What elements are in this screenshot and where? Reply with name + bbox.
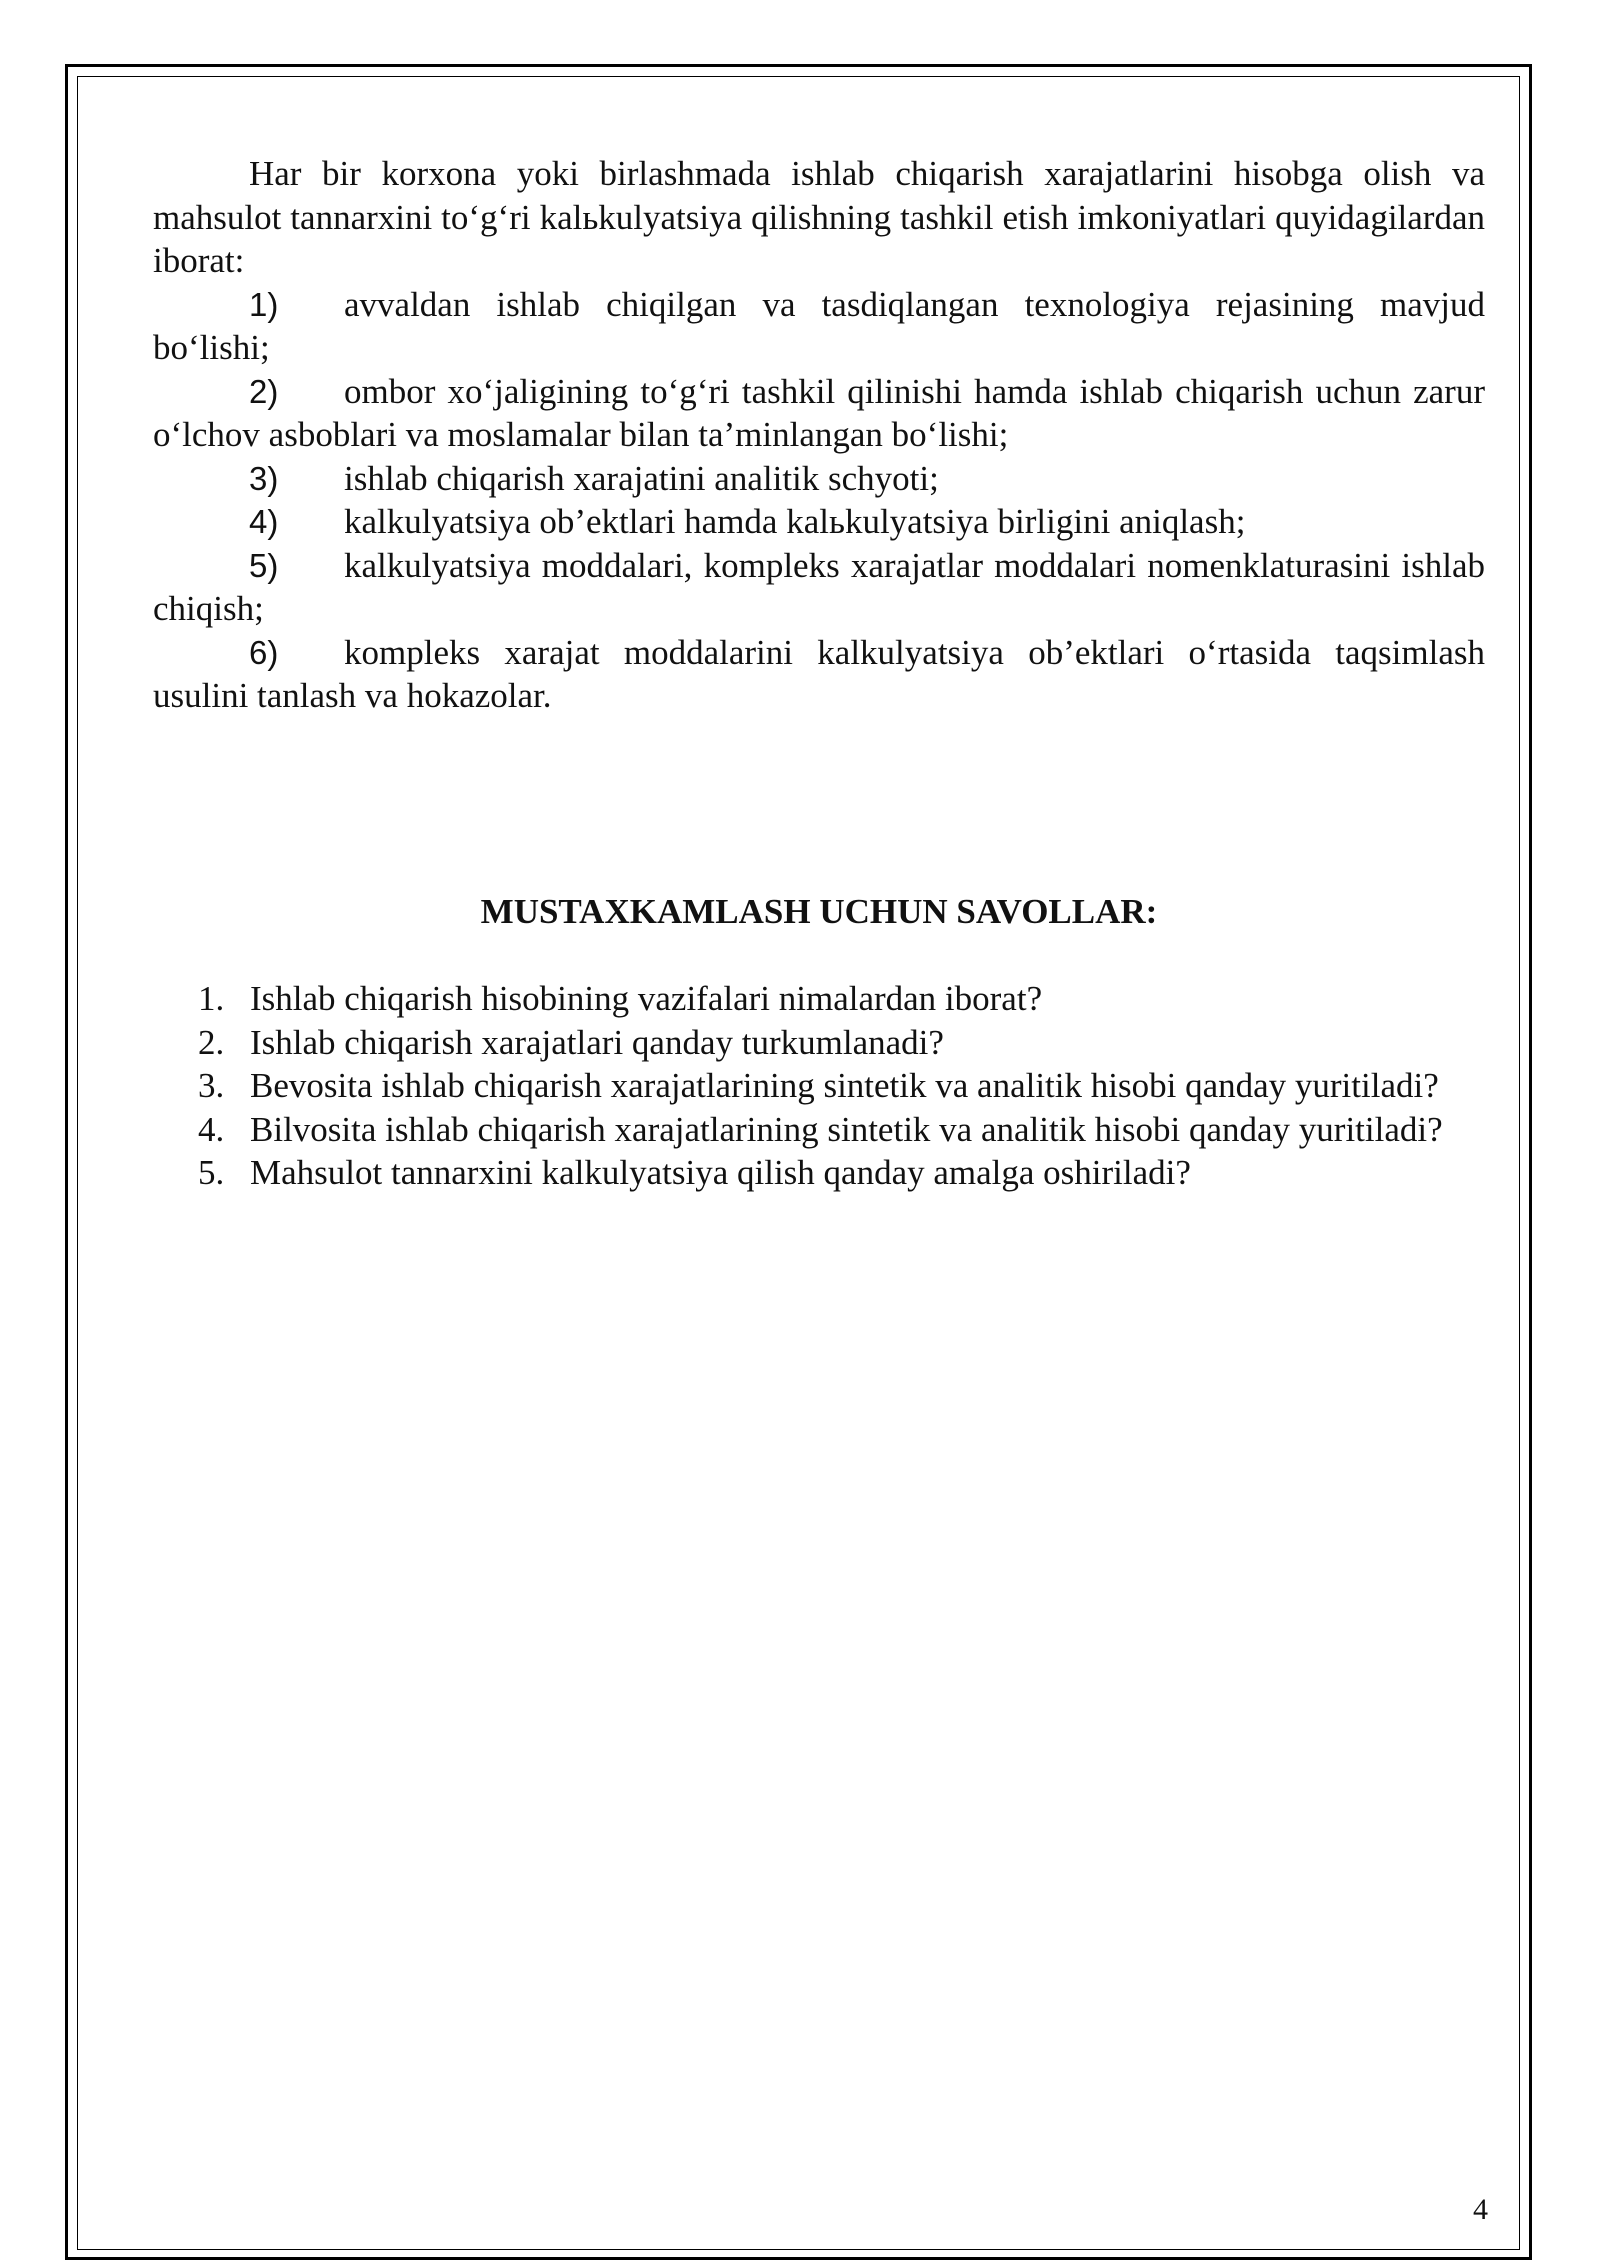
questions-list bbox=[153, 977, 1485, 1195]
list-item-text: ishlab chiqarish xarajatini analitik schyoti; bbox=[344, 458, 939, 498]
list-item-text: kompleks xarajat moddalarini kalkulyatsiya ob’ektlari o‘rtasida taqsimlash usulini tanlash va hokazolar. bbox=[153, 632, 1485, 715]
list-item-text: kalkulyatsiya ob’ektlari hamda kalьkulyatsiya birligini aniqlash; bbox=[344, 502, 1246, 541]
question-number: 3. bbox=[198, 1066, 225, 1105]
question-item bbox=[153, 1064, 1485, 1108]
list-item-number: 3) bbox=[249, 459, 279, 497]
question-number: 2. bbox=[198, 1022, 225, 1062]
list-item bbox=[153, 457, 1485, 501]
list-item-text: kalkulyatsiya moddalari, kompleks xarajatlar moddalari nomenklaturasini ishlab chiqish; bbox=[153, 545, 1485, 628]
intro-paragraph: Har bir korxona yoki birlashmada ishlab chiqarish xarajatlarini hisobga olish va mahsulot tannarxini to‘g‘ri kalьkulyatsiya qilishning tashkil etish imkoniyatlari quyidagilardan iborat: bbox=[153, 154, 1485, 280]
question-number: 1. bbox=[198, 979, 225, 1018]
question-text: Bilvosita ishlab chiqarish xarajatlarining sintetik va analitik hisobi qanday yuritiladi? bbox=[250, 1109, 1443, 1149]
question-item bbox=[153, 1108, 1485, 1152]
list-item bbox=[153, 283, 1485, 370]
list-item bbox=[153, 500, 1485, 544]
question-item bbox=[153, 977, 1485, 1021]
question-text: Mahsulot tannarxini kalkulyatsiya qilish qanday amalga oshiriladi? bbox=[250, 1153, 1191, 1192]
list-item-text: ombor xo‘jaligining to‘g‘ri tashkil qilinishi hamda ishlab chiqarish uchun zarur o‘lchov asboblari va moslamalar bilan ta’minlangan bo‘lishi; bbox=[153, 371, 1485, 454]
list-item-number: 1) bbox=[249, 285, 279, 323]
list-item bbox=[153, 370, 1485, 457]
question-number: 5. bbox=[198, 1153, 225, 1192]
section-heading: MUSTAXKAMLASH UCHUN SAVOLLAR: bbox=[480, 892, 1158, 931]
list-item-text: avvaldan ishlab chiqilgan va tasdiqlangan texnologiya rejasining mavjud bo‘lishi; bbox=[153, 284, 1485, 367]
question-text: Ishlab chiqarish xarajatlari qanday turkumlanadi? bbox=[250, 1022, 944, 1062]
list-item bbox=[153, 631, 1485, 718]
list-item-number: 4) bbox=[249, 503, 279, 540]
question-text: Bevosita ishlab chiqarish xarajatlarining sintetik va analitik hisobi qanday yuritiladi? bbox=[250, 1066, 1439, 1105]
page-number: 4 bbox=[1473, 2193, 1488, 2226]
question-item bbox=[153, 1151, 1485, 1195]
list-item-number: 2) bbox=[249, 372, 279, 410]
question-item bbox=[153, 1021, 1485, 1065]
question-number: 4. bbox=[198, 1109, 225, 1149]
body-text bbox=[153, 152, 1485, 718]
question-text: Ishlab chiqarish hisobining vazifalari nimalardan iborat? bbox=[250, 979, 1043, 1018]
list-item-number: 5) bbox=[249, 546, 279, 584]
list-item-number: 6) bbox=[249, 633, 279, 671]
list-item bbox=[153, 544, 1485, 631]
